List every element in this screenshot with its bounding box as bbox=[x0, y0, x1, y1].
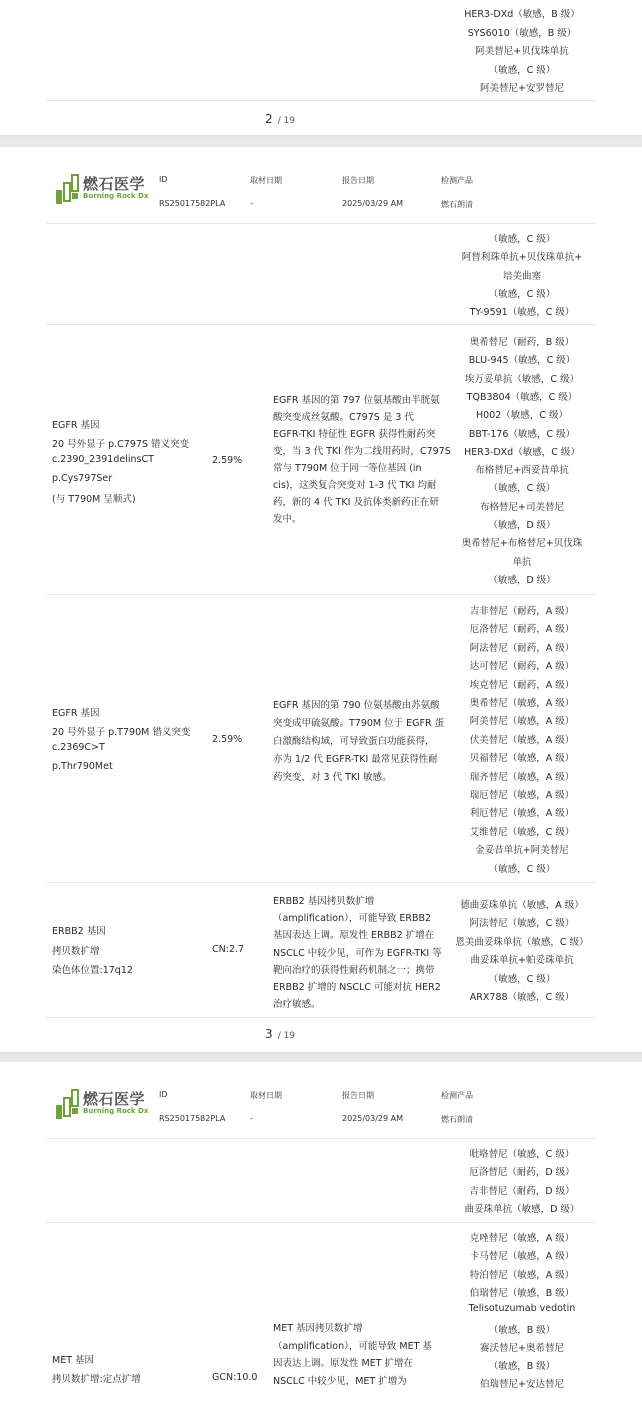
divider bbox=[46, 594, 596, 595]
description-line: 药，新的 4 代 TKI 及抗体类新药正在研 bbox=[273, 497, 439, 508]
drug-item: 阿法替尼（敏感，C 级） bbox=[469, 918, 575, 930]
drug-item: 阿法替尼（耐药，A 级） bbox=[469, 642, 575, 654]
drug-item: 达可替尼（耐药，A 级） bbox=[469, 661, 575, 673]
drug-item: 布格替尼+司美替尼 bbox=[480, 501, 564, 513]
drug-item: 瑞齐替尼（敏感，A 级） bbox=[469, 771, 575, 783]
drug-item: （敏感，C 级） bbox=[488, 64, 556, 76]
drug-list bbox=[447, 897, 597, 1007]
divider bbox=[46, 882, 596, 883]
divider bbox=[46, 1138, 596, 1139]
drug-item: 阿美替尼+贝伐珠单抗 bbox=[475, 46, 569, 57]
drug-item: H002（敏感，C 级） bbox=[476, 410, 568, 422]
gene-line: 20 号外显子 p.T790M 错义突变 bbox=[52, 726, 191, 738]
description-line: EGFR-TKI 特征性 EGFR 获得性耐药突 bbox=[273, 429, 436, 440]
description-line: ERBB2 扩增的 NSCLC 可能对抗 HER2 bbox=[273, 982, 441, 993]
drug-item: 伯瑞替尼（敏感，B 级） bbox=[469, 1287, 575, 1299]
gene-line: p.Thr790Met bbox=[52, 760, 113, 772]
drug-item: 厄洛替尼（耐药，A 级） bbox=[469, 624, 575, 636]
drug-item: BBT-176（敏感，C 级） bbox=[468, 428, 576, 440]
drug-item: 利厄替尼（敏感，A 级） bbox=[469, 808, 575, 820]
drug-item: （敏感，B 级） bbox=[488, 1324, 556, 1336]
drug-item: 赛沃替尼+奥希替尼 bbox=[480, 1342, 564, 1354]
header-label-id: ID bbox=[159, 175, 168, 184]
page-total: / 19 bbox=[277, 116, 296, 126]
drug-item: BLU-945（敏感，C 级） bbox=[468, 355, 576, 367]
burning-rock-logo bbox=[55, 1088, 165, 1122]
description-line: NSCLC 中较少见，MET 扩增为 bbox=[273, 1375, 407, 1387]
drug-item: 埃克替尼（耐药，A 级） bbox=[469, 679, 575, 691]
drug-item: 阿美替尼（敏感，A 级） bbox=[469, 716, 575, 728]
gene-line: (与 T790M 呈顺式) bbox=[52, 494, 136, 505]
drug-item: （敏感，D 级） bbox=[488, 520, 556, 531]
drug-item: 特泊替尼（敏感，A 级） bbox=[469, 1269, 575, 1281]
drug-list bbox=[447, 603, 597, 879]
divider bbox=[46, 100, 596, 101]
drug-list bbox=[447, 334, 597, 590]
drug-list bbox=[447, 1146, 597, 1220]
drug-item: TQB3804（敏感，C 级） bbox=[466, 391, 578, 403]
page-number bbox=[0, 1023, 560, 1042]
report-page-2 bbox=[0, 0, 642, 135]
drug-item: 伏美替尼（敏感，A 级） bbox=[469, 734, 575, 746]
drug-item: 奥希替尼+布格替尼+贝伐珠 bbox=[461, 538, 583, 550]
header-value-report-date: 2025/03/29 AM bbox=[342, 1114, 404, 1123]
description-line: 药突变，对 3 代 TKI 敏感。 bbox=[273, 772, 392, 783]
header-label-report-date: 报告日期 bbox=[342, 176, 374, 185]
description-line: 因表达上调。原发性 MET 扩增在 bbox=[273, 1358, 414, 1369]
header-value-sample-date: - bbox=[250, 1114, 253, 1123]
drug-item: 瑞厄替尼（敏感，A 级） bbox=[469, 790, 575, 801]
drug-item: （敏感，C 级） bbox=[488, 483, 556, 495]
drug-list bbox=[447, 6, 597, 99]
description-line: 发中。 bbox=[273, 514, 302, 525]
drug-item: 金妥昔单抗+阿美替尼 bbox=[475, 845, 569, 857]
drug-item: 奥希替尼（耐药，B 级） bbox=[469, 337, 575, 348]
description-cell bbox=[273, 893, 451, 1013]
logo-text-en: Burning Rock Dx bbox=[83, 192, 149, 200]
header-label-product: 检测产品 bbox=[441, 176, 473, 185]
header-value-product: 燃石朗清 bbox=[441, 1115, 473, 1124]
drug-item: （敏感，C 级） bbox=[488, 973, 556, 985]
drug-item: HER3-DXd（敏感，C 级） bbox=[464, 446, 580, 458]
description-line: 靶向治疗的获得性耐药机制之一；携带 bbox=[273, 964, 435, 976]
gene-line: p.Cys797Ser bbox=[52, 472, 113, 484]
drug-item: 恩美曲妥珠单抗（敏感，C 级） bbox=[455, 936, 589, 948]
gene-line: MET 基因 bbox=[52, 1355, 95, 1366]
header-value-product: 燃石朗清 bbox=[441, 200, 473, 209]
divider bbox=[46, 1017, 596, 1018]
description-cell bbox=[273, 1320, 451, 1390]
drug-item: （敏感，B 级） bbox=[488, 1361, 556, 1373]
gene-line: EGFR 基因 bbox=[52, 420, 100, 431]
page-number bbox=[0, 108, 560, 127]
header-value-id: RS25017582PLA bbox=[159, 199, 226, 208]
description-line: （amplification），可能导致 MET 基 bbox=[273, 1340, 432, 1352]
divider bbox=[46, 1222, 596, 1223]
drug-item: 单抗 bbox=[512, 556, 532, 568]
header-label-id: ID bbox=[159, 1090, 168, 1099]
drug-list bbox=[447, 1230, 597, 1395]
description-line: 亦为 1/2 代 EGFR-TKI 最常见获得性耐 bbox=[273, 754, 438, 765]
drug-item: （敏感，C 级） bbox=[488, 288, 556, 300]
frequency-cell: 2.59% bbox=[212, 734, 243, 745]
description-line: NSCLC 中较少见，可作为 EGFR-TKI 等 bbox=[273, 947, 442, 959]
description-line: 基因表达上调。原发性 ERBB2 扩增在 bbox=[273, 930, 435, 942]
gene-line: c.2369C>T bbox=[52, 742, 105, 753]
drug-item: TY-9591（敏感，C 级） bbox=[469, 307, 575, 319]
drug-item: 培美曲塞 bbox=[502, 270, 541, 282]
description-line: EGFR 基因的第 790 位氨基酸由苏氨酸 bbox=[273, 700, 440, 711]
gene-line: 拷贝数扩增 bbox=[52, 945, 100, 957]
logo-text-en: Burning Rock Dx bbox=[83, 1107, 149, 1115]
page-current: 3 bbox=[264, 1027, 273, 1041]
drug-item: HER3-DXd（敏感，B 级） bbox=[464, 9, 580, 20]
gene-line: 拷贝数扩增:定点扩增 bbox=[52, 1374, 141, 1385]
drug-item: 吉非替尼（耐药，A 级） bbox=[469, 606, 575, 617]
description-line: 突变成甲硫氨酸。T790M 位于 EGFR 蛋 bbox=[273, 718, 445, 729]
drug-item: 克唑替尼（敏感，A 级） bbox=[469, 1233, 575, 1244]
drug-item: （敏感，D 级） bbox=[488, 574, 556, 586]
drug-item: Telisotuzumab vedotin bbox=[468, 1303, 576, 1315]
drug-item: 贝福替尼（敏感，A 级） bbox=[469, 753, 575, 765]
gene-line: EGFR 基因 bbox=[52, 708, 100, 719]
report-page-3 bbox=[0, 147, 642, 1052]
frequency-cell: 2.59% bbox=[212, 455, 243, 466]
gene-line: 染色体位置:17q12 bbox=[52, 965, 133, 976]
drug-item: 奥希替尼（敏感，A 级） bbox=[469, 698, 575, 709]
drug-item: 布格替尼+西妥昔单抗 bbox=[475, 465, 569, 477]
logo-mark-icon bbox=[55, 1088, 83, 1122]
header-value-sample-date: - bbox=[250, 199, 253, 208]
header-label-report-date: 报告日期 bbox=[342, 1091, 374, 1100]
drug-item: 阿替利珠单抗+贝伐珠单抗+ bbox=[461, 252, 583, 264]
description-line: 酸突变成丝氨酸。C797S 是 3 代 bbox=[273, 412, 414, 423]
header-label-sample-date: 取材日期 bbox=[250, 1091, 282, 1100]
gene-line: c.2390_2391delinsCT bbox=[52, 454, 154, 465]
drug-item: 埃万妥单抗（敏感，C 级） bbox=[464, 373, 580, 385]
drug-item: 厄洛替尼（耐药，D 级） bbox=[469, 1167, 575, 1179]
drug-item: 曲妥珠单抗+帕妥珠单抗 bbox=[470, 955, 574, 967]
page-current: 2 bbox=[264, 112, 273, 126]
drug-item: SYS6010（敏感，B 级） bbox=[467, 27, 577, 39]
drug-item: 伯瑞替尼+安达替尼 bbox=[480, 1379, 564, 1391]
header-label-product: 检测产品 bbox=[441, 1091, 473, 1100]
drug-item: 卡马替尼（敏感，A 级） bbox=[469, 1251, 575, 1263]
frequency-cell: GCN:10.0 bbox=[212, 1372, 258, 1383]
header-label-sample-date: 取材日期 bbox=[250, 176, 282, 185]
description-cell bbox=[273, 697, 451, 787]
description-line: MET 基因拷贝数扩增 bbox=[273, 1323, 363, 1334]
drug-list bbox=[447, 231, 597, 323]
description-line: 变，当 3 代 TKI 作为二线用药时，C797S bbox=[273, 446, 451, 457]
page-total: / 19 bbox=[277, 1031, 296, 1041]
description-line: cis)，这类复合突变对 1-3 代 TKI 均耐 bbox=[273, 480, 437, 491]
drug-item: 阿美替尼+安罗替尼 bbox=[480, 83, 564, 94]
drug-item: ARX788（敏感，C 级） bbox=[469, 992, 575, 1003]
report-page-4 bbox=[0, 1062, 642, 1402]
description-line: 白激酶结构域，可导致蛋白功能获得， bbox=[273, 736, 435, 747]
header-value-report-date: 2025/03/29 AM bbox=[342, 199, 404, 208]
description-line: （amplification），可能导致 ERBB2 bbox=[273, 913, 432, 925]
drug-item: （敏感，C 级） bbox=[488, 234, 556, 245]
gene-line: 20 号外显子 p.C797S 错义突变 bbox=[52, 438, 189, 450]
description-line: 常与 T790M 位于同一等位基因 (in bbox=[273, 463, 422, 474]
drug-item: 艾维替尼（敏感，C 级） bbox=[469, 826, 575, 838]
burning-rock-logo bbox=[55, 173, 165, 207]
description-line: 治疗敏感。 bbox=[273, 999, 321, 1011]
description-line: EGFR 基因的第 797 位氨基酸由半胱氨 bbox=[273, 395, 440, 406]
divider bbox=[46, 223, 596, 224]
drug-item: 德曲妥珠单抗（敏感，A 级） bbox=[460, 900, 584, 911]
gene-line: ERBB2 基因 bbox=[52, 926, 106, 937]
drug-item: （敏感，C 级） bbox=[488, 863, 556, 875]
description-line: ERBB2 基因拷贝数扩增 bbox=[273, 896, 375, 907]
header-value-id: RS25017582PLA bbox=[159, 1114, 226, 1123]
drug-item: 吡咯替尼（敏感，C 级） bbox=[469, 1149, 575, 1160]
drug-item: 曲妥珠单抗（敏感，D 级） bbox=[464, 1204, 580, 1216]
frequency-cell: CN:2.7 bbox=[212, 944, 245, 955]
drug-item: 吉非替尼（耐药，D 级） bbox=[469, 1185, 575, 1197]
description-cell bbox=[273, 392, 451, 528]
logo-text-cn: 燃石医学 bbox=[83, 175, 146, 193]
logo-text-cn: 燃石医学 bbox=[83, 1090, 146, 1108]
logo-mark-icon bbox=[55, 173, 83, 207]
divider bbox=[46, 324, 596, 325]
